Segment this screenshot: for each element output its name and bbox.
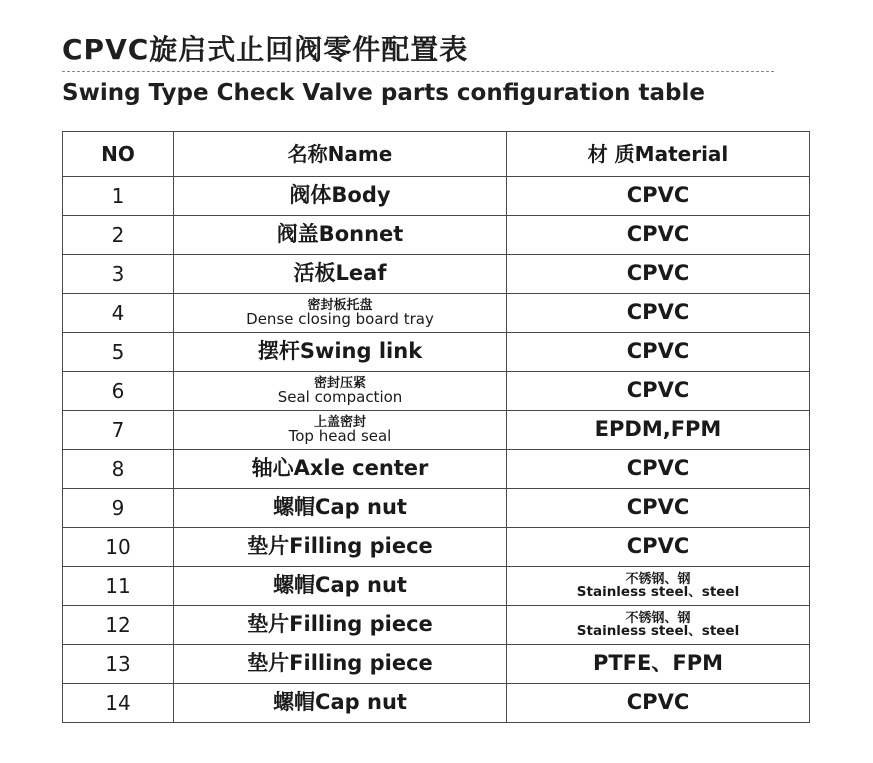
row-no: 1 xyxy=(63,177,174,216)
row-name-english: Top head seal xyxy=(288,427,392,445)
row-name: 螺帽Cap nut xyxy=(174,684,507,723)
row-name: 垫片Filling piece xyxy=(174,606,507,645)
row-name: 垫片Filling piece xyxy=(174,645,507,684)
table-header-row xyxy=(63,132,810,177)
table-row xyxy=(63,411,810,450)
row-material: CPVC xyxy=(507,450,810,489)
row-name-chinese: 密封压紧 xyxy=(313,376,366,391)
row-no: 3 xyxy=(63,255,174,294)
row-material xyxy=(507,567,810,606)
row-name: 阀盖Bonnet xyxy=(174,216,507,255)
header-material: 材 质Material xyxy=(507,132,810,177)
row-name: 轴心Axle center xyxy=(174,450,507,489)
header-name: 名称Name xyxy=(174,132,507,177)
row-material-chinese: 不锈钢、钢 xyxy=(625,571,691,587)
table-row xyxy=(63,216,810,255)
row-name: 螺帽Cap nut xyxy=(174,489,507,528)
row-no: 12 xyxy=(63,606,174,645)
row-material: CPVC xyxy=(507,372,810,411)
row-material xyxy=(507,606,810,645)
row-name: 垫片Filling piece xyxy=(174,528,507,567)
row-name: 摆杆Swing link xyxy=(174,333,507,372)
row-name xyxy=(174,294,507,333)
row-no: 11 xyxy=(63,567,174,606)
row-no: 13 xyxy=(63,645,174,684)
row-material: EPDM,FPM xyxy=(507,411,810,450)
row-material: PTFE、FPM xyxy=(507,645,810,684)
row-name-english: Seal compaction xyxy=(277,388,403,406)
row-no: 9 xyxy=(63,489,174,528)
row-material: CPVC xyxy=(507,489,810,528)
table-row xyxy=(63,684,810,723)
row-material-english: Stainless steel、steel xyxy=(576,583,740,600)
page-title-english: Swing Type Check Valve parts configuration table xyxy=(62,80,706,106)
row-name-chinese: 上盖密封 xyxy=(313,415,366,430)
row-no: 7 xyxy=(63,411,174,450)
row-material: CPVC xyxy=(507,294,810,333)
row-no: 2 xyxy=(63,216,174,255)
table-row xyxy=(63,489,810,528)
table-row xyxy=(63,606,810,645)
table-row xyxy=(63,372,810,411)
title-divider xyxy=(62,71,774,72)
row-name: 阀体Body xyxy=(174,177,507,216)
row-material: CPVC xyxy=(507,216,810,255)
table-row xyxy=(63,528,810,567)
table-row xyxy=(63,333,810,372)
row-no: 10 xyxy=(63,528,174,567)
row-material: CPVC xyxy=(507,177,810,216)
row-no: 8 xyxy=(63,450,174,489)
row-no: 14 xyxy=(63,684,174,723)
row-name xyxy=(174,372,507,411)
header-no: NO xyxy=(63,132,174,177)
table-row xyxy=(63,177,810,216)
row-name xyxy=(174,411,507,450)
row-name: 螺帽Cap nut xyxy=(174,567,507,606)
table-row xyxy=(63,450,810,489)
row-material-english: Stainless steel、steel xyxy=(576,622,740,639)
table-row xyxy=(63,645,810,684)
table-row xyxy=(63,294,810,333)
row-material: CPVC xyxy=(507,528,810,567)
row-name: 活板Leaf xyxy=(174,255,507,294)
page-title-chinese: CPVC旋启式止回阀零件配置表 xyxy=(62,33,469,66)
row-name-english: Dense closing board tray xyxy=(246,310,434,328)
row-material-chinese: 不锈钢、钢 xyxy=(625,610,691,626)
parts-configuration-table xyxy=(62,131,810,723)
row-material: CPVC xyxy=(507,684,810,723)
table-row xyxy=(63,567,810,606)
row-name-chinese: 密封板托盘 xyxy=(307,298,373,313)
row-material: CPVC xyxy=(507,333,810,372)
row-no: 4 xyxy=(63,294,174,333)
table-row xyxy=(63,255,810,294)
row-no: 5 xyxy=(63,333,174,372)
row-no: 6 xyxy=(63,372,174,411)
row-material: CPVC xyxy=(507,255,810,294)
